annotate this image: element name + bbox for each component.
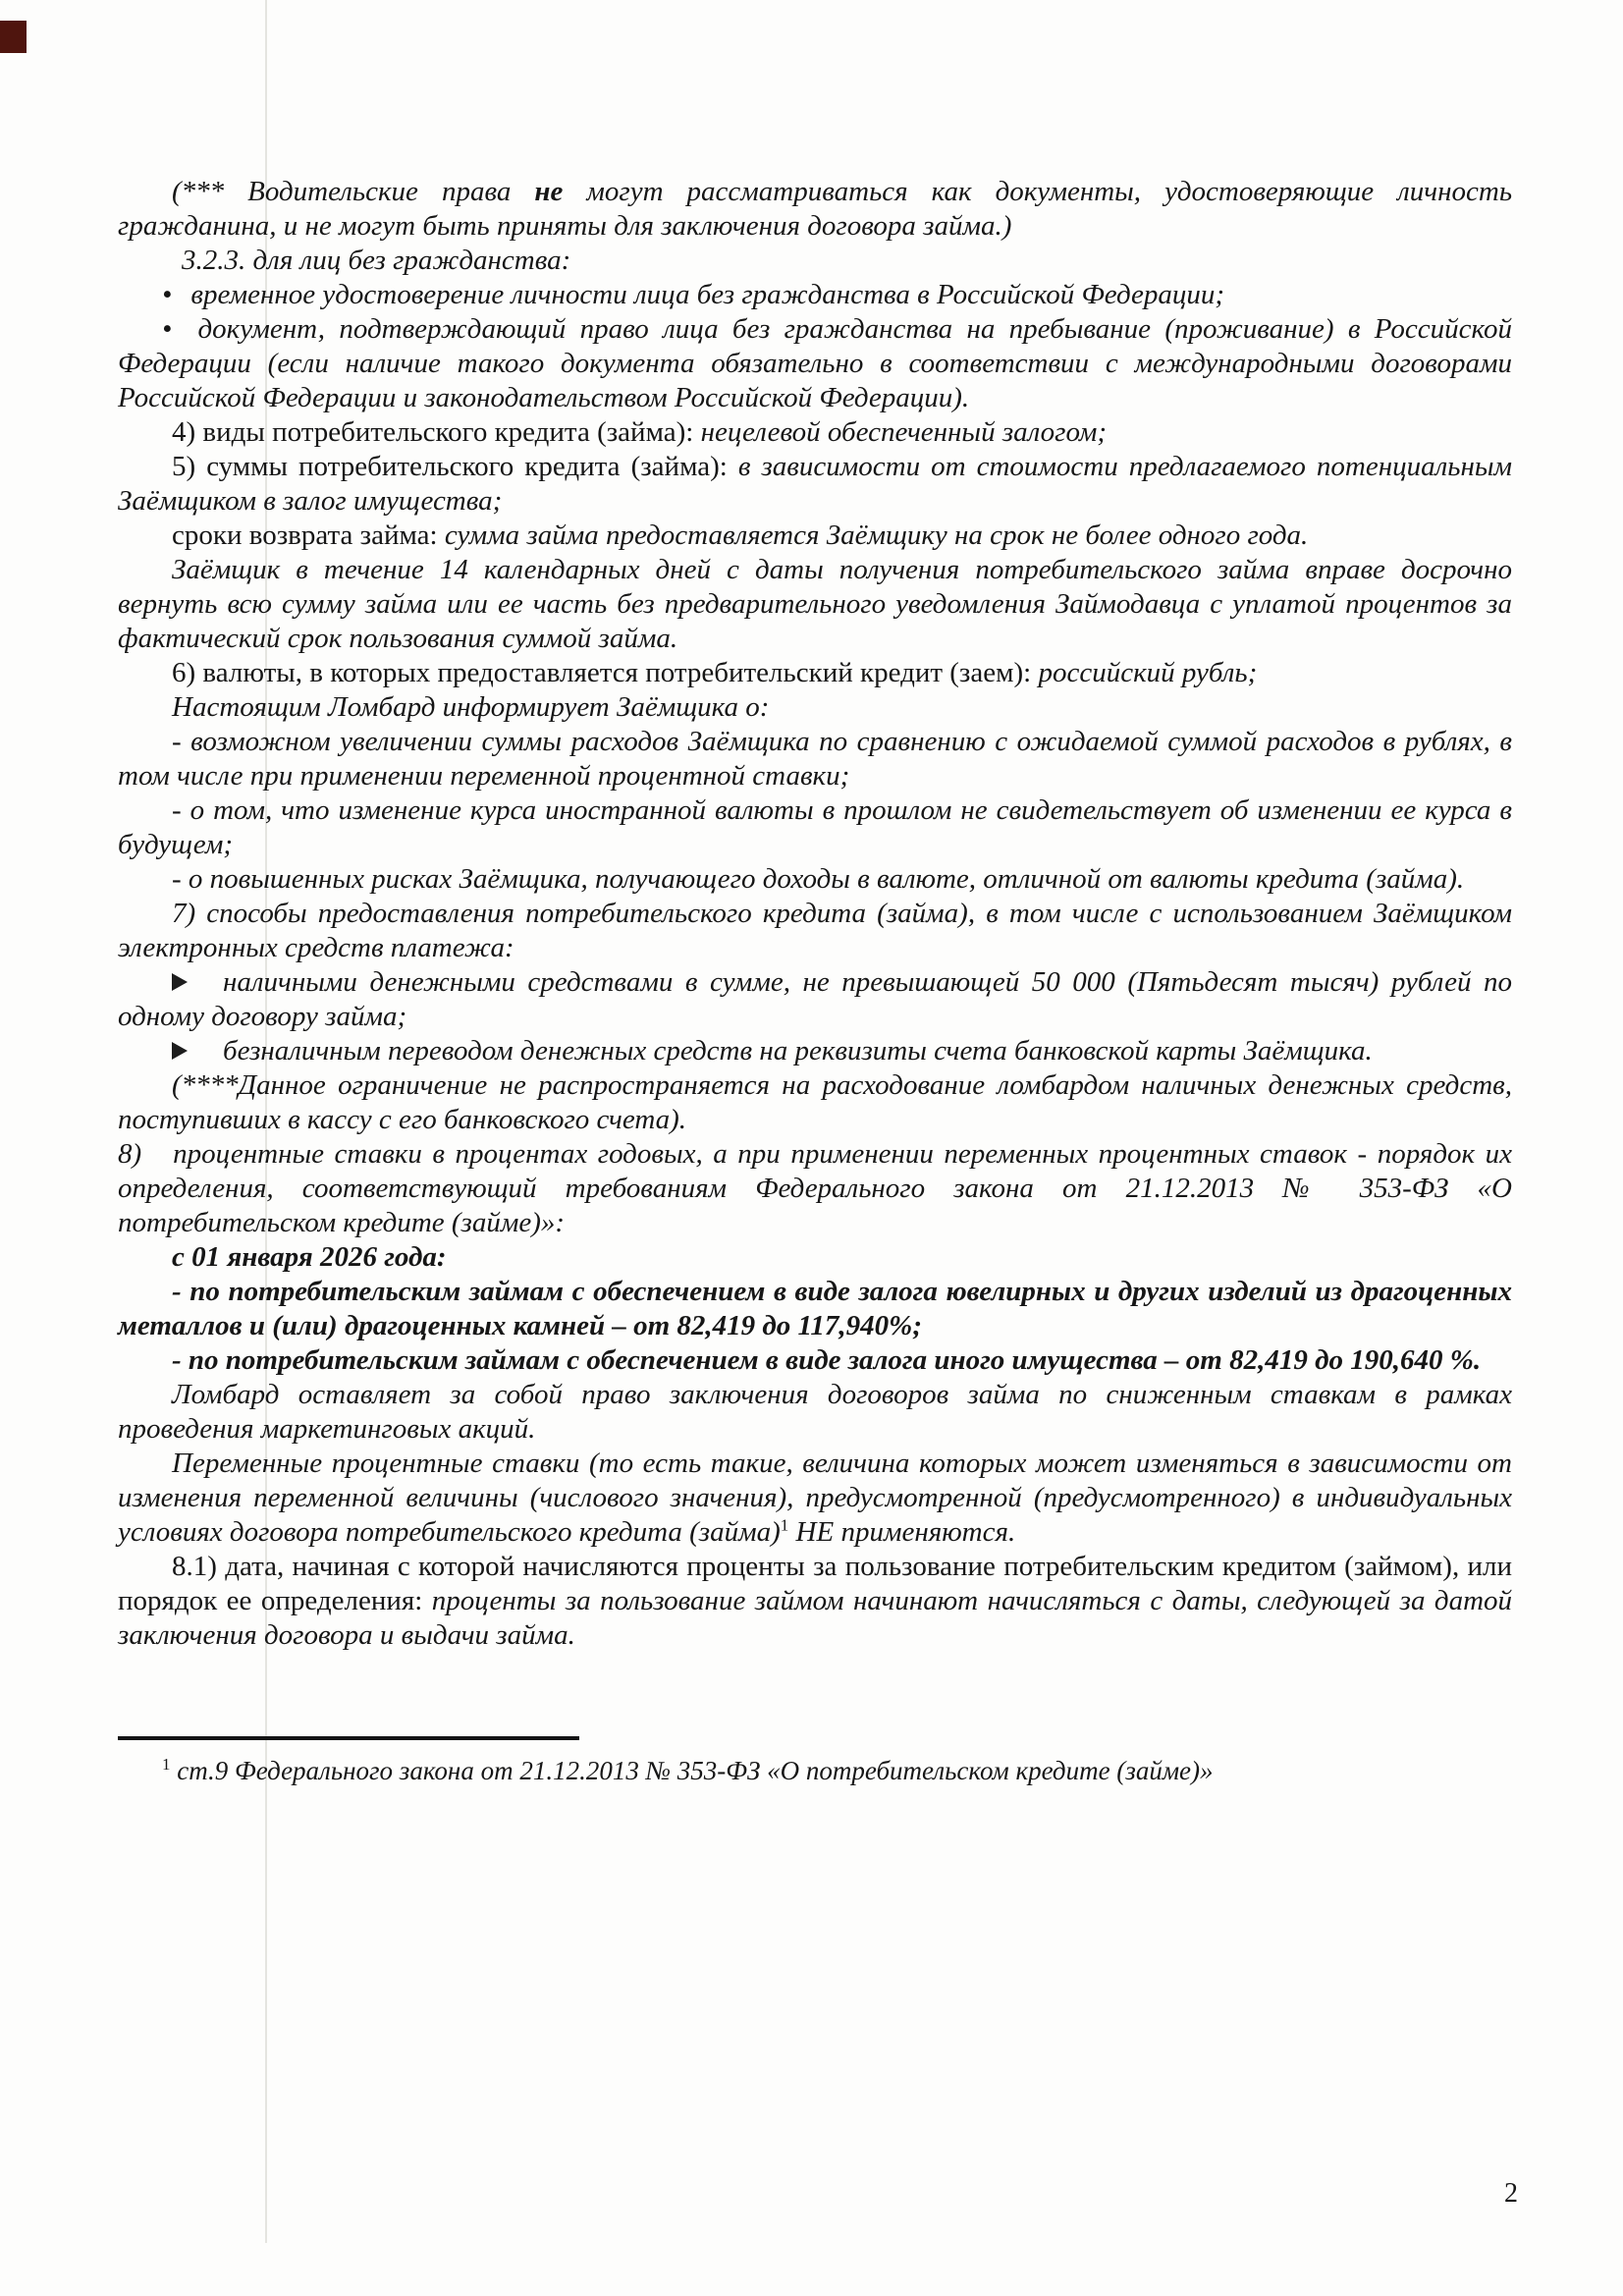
paragraph-section-4 — [118, 415, 1512, 450]
paragraph-section-8 — [118, 1137, 1512, 1240]
paragraph-section-5 — [118, 450, 1512, 519]
footnote-text: ст.9 Федерального закона от 21.12.2013 № 353-ФЗ «О потребительском кредите (займе)» — [177, 1756, 1214, 1785]
paragraph-early-repayment — [118, 553, 1512, 656]
list-item — [118, 312, 1512, 415]
section-4-value: нецелевой обеспеченный залогом; — [700, 416, 1108, 448]
section-8-text: процентные ставки в процентах годовых, а при применении переменных процентных ставок - порядок их определения, соответствующий требованиям Федерального закона от 21.12.2013 № 353-ФЗ «О потребительском кредите (займе)»: — [118, 1138, 1512, 1238]
footnote-separator-rule — [118, 1736, 579, 1740]
paragraph-variable-rates — [118, 1447, 1512, 1550]
section-6-value: российский рубль; — [1038, 657, 1258, 688]
footnote — [118, 1754, 1512, 1788]
section-7-label: 7) способы предоставления потребительского кредита (займа), в том числе с использованием Заёмщиком электронных средств платежа: — [118, 898, 1512, 963]
variable-rates-text: Переменные процентные ставки (то есть такие, величина которых может изменяться в зависимости от изменения переменной величины (числового значения), предусмотренной (предусмотренного) в индивидуальных условиях договора потребительского кредита (займа) — [118, 1448, 1512, 1548]
loan-terms-label: сроки возврата займа: — [172, 519, 438, 551]
list-item — [118, 725, 1512, 793]
list-item-text: - о том, что изменение курса иностранной валюты в прошлом не свидетельствует об изменении ее курса в будущем; — [118, 794, 1512, 860]
marketing-text: Ломбард оставляет за собой право заключения договоров займа по сниженным ставкам в рамках проведения маркетинговых акций. — [118, 1379, 1512, 1445]
variable-rates-text: НЕ применяются. — [795, 1516, 1016, 1548]
list-item — [118, 1034, 1512, 1068]
paragraph-driver-license-note — [118, 175, 1512, 244]
footnote-marker: 1 — [162, 1755, 171, 1774]
list-item-text: - о повышенных рисках Заёмщика, получающего доходы в валюте, отличной от валюты кредита (займа). — [172, 863, 1465, 895]
informs-intro-text: Настоящим Ломбард информирует Заёмщика о: — [172, 691, 770, 723]
section-5-value: в зависимости от стоимости предлагаемого потенциальным Заёмщиком в залог имущества; — [118, 451, 1512, 517]
arrow-bullet-icon — [172, 973, 188, 991]
paragraph-marketing — [118, 1378, 1512, 1447]
section-5-label: 5) суммы потребительского кредита (займа): — [172, 451, 728, 482]
section-8-number: 8) — [118, 1138, 142, 1170]
paragraph-loan-terms — [118, 519, 1512, 553]
list-item — [118, 793, 1512, 862]
list-item — [118, 965, 1512, 1034]
section-8-1-label: 8.1) дата, начиная с которой начисляются проценты за пользование потребительским кредитом (займом), или порядок ее определения: — [118, 1551, 1512, 1616]
list-item-text: безналичным переводом денежных средств на реквизиты счета банковской карты Заёмщика. — [223, 1035, 1373, 1066]
list-item-text: документ, подтверждающий право лица без гражданства на пребывание (проживание) в Российской Федерации (если наличие такого документа обязательно в соответствии с международными договорами Российской Федерации и законодательством Российской Федерации). — [118, 313, 1512, 413]
note-bold-word: не — [534, 176, 564, 207]
list-item-text: временное удостоверение личности лица без гражданства в Российской Федерации; — [190, 279, 1225, 310]
list-item — [118, 278, 1512, 312]
cash-limit-note-text: (****Данное ограничение не распространяется на расходование ломбардом наличных денежных средств, поступивших в кассу с его банковского счета). — [118, 1069, 1512, 1135]
section-8-1-value: проценты за пользование займом начинают начисляться с даты, следующей за датой заключения договора и выдачи займа. — [118, 1585, 1513, 1651]
arrow-bullet-icon — [172, 1042, 188, 1060]
page-number: 2 — [1504, 2178, 1518, 2209]
section-4-label: 4) виды потребительского кредита (займа): — [172, 416, 694, 448]
paragraph-lombard-informs — [118, 690, 1512, 725]
footnote-reference: 1 — [780, 1515, 789, 1535]
paragraph-section-7 — [118, 897, 1512, 965]
rate-item-text: - по потребительским займам с обеспечением в виде залога иного имущества – от 82,419 до 190,640 %. — [172, 1344, 1482, 1376]
list-item-text: наличными денежными средствами в сумме, не превышающей 50 000 (Пятьдесят тысяч) рублей по одному договору займа; — [118, 966, 1512, 1032]
list-item — [118, 1275, 1512, 1343]
clause-title: 3.2.3. для лиц без гражданства: — [182, 245, 571, 276]
paragraph-rates-heading — [118, 1240, 1512, 1275]
paragraph-section-6 — [118, 656, 1512, 690]
loan-terms-value: сумма займа предоставляется Заёмщику на срок не более одного года. — [444, 519, 1309, 551]
list-item-text: - возможном увеличении суммы расходов Заёмщика по сравнению с ожидаемой суммой расходов в рублях, в том числе при применении переменной процентной ставки; — [118, 726, 1512, 792]
note-text: могут рассматриваться как документы, удостоверяющие личность гражданина, и не могут быть приняты для заключения договора займа.) — [118, 176, 1513, 242]
bullet-dot-icon: • — [162, 279, 173, 310]
rates-heading-text: с 01 января 2026 года: — [172, 1241, 447, 1273]
paragraph-cash-limit-note — [118, 1068, 1512, 1137]
paragraph-3-2-3-title — [118, 244, 1512, 278]
paragraph-section-8-1 — [118, 1550, 1512, 1653]
rate-item-text: - по потребительским займам с обеспечением в виде залога ювелирных и других изделий из драгоценных металлов и (или) драгоценных камней – от 82,419 до 117,940%; — [118, 1276, 1512, 1341]
list-item — [118, 1343, 1512, 1378]
section-6-label: 6) валюты, в которых предоставляется потребительский кредит (заем): — [172, 657, 1032, 688]
early-repayment-text: Заёмщик в течение 14 календарных дней с даты получения потребительского займа вправе досрочно вернуть всю сумму займа или ее часть без предварительного уведомления Займодавца с уплатой процентов за фактический срок пользования суммой займа. — [118, 554, 1512, 654]
note-text: (*** Водительские права — [172, 176, 512, 207]
list-item — [118, 862, 1512, 897]
bullet-dot-icon: • — [162, 313, 173, 345]
